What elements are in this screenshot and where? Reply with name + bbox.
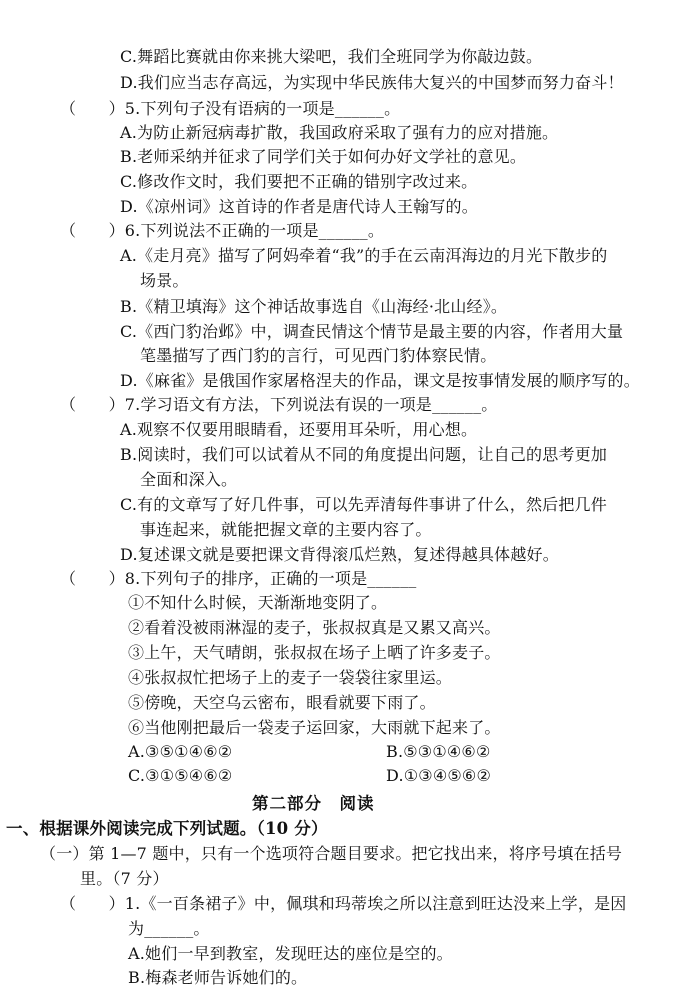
text-line-q4c: C.舞蹈比赛就由你来挑大梁吧，我们全班同学为你敲边鼓。: [120, 47, 543, 66]
text-line-q7b1: B.阅读时，我们可以试着从不同的角度提出问题，让自己的思考更加: [120, 445, 608, 464]
text-line-q4d: D.我们应当志存高远，为实现中华民族伟大复兴的中国梦而努力奋斗！: [120, 73, 624, 92]
text-line-q8s6: ⑥当他刚把最后一袋麦子运回家，大雨就下起来了。: [128, 718, 501, 737]
text-line-q5a: A.为防止新冠病毒扩散，我国政府采取了强有力的应对措施。: [120, 123, 559, 142]
text-line-q8s4: ④张叔叔忙把场子上的麦子一袋袋往家里运。: [128, 668, 453, 687]
text-line-r1cb: B.梅森老师告诉她们的。: [128, 968, 308, 987]
text-line-q8a: A.③⑤①④⑥②: [128, 742, 233, 761]
text-line-q7b2: 全面和深入。: [140, 470, 238, 489]
text-line-sub1b: 里。（7 分）: [80, 869, 169, 888]
text-line-q8s3: ③上午，天气晴朗，张叔叔在场子上晒了许多麦子。: [128, 643, 501, 662]
text-line-q7: （ ）7.学习语文有方法，下列说法有误的一项是______。: [60, 395, 498, 414]
text-line-q5c: C.修改作文时，我们要把不正确的错别字改过来。: [120, 172, 478, 191]
text-line-q6d: D.《麻雀》是俄国作家屠格涅夫的作品，课文是按事情发展的顺序写的。: [120, 371, 640, 390]
text-line-sec1: 一、根据课外阅读完成下列试题。（10 分）: [6, 819, 328, 838]
text-line-q6b: B.《精卫填海》这个神话故事选自《山海经·北山经》。: [120, 297, 508, 316]
text-line-r1a: （ ）1.《一百条裙子》中，佩琪和玛蒂埃之所以注意到旺达没来上学，是因: [60, 894, 627, 913]
text-line-sub1a: （一）第 1—7 题中，只有一个选项符合题目要求。把它找出来，将序号填在括号: [40, 844, 623, 863]
text-line-q6a2: 场景。: [140, 271, 189, 290]
text-line-q5b: B.老师采纳并征求了同学们关于如何办好文学社的意见。: [120, 147, 527, 166]
text-line-r1ca: A.她们一早到教室，发现旺达的座位是空的。: [128, 944, 453, 963]
text-line-q6c1: C.《西门豹治邺》中，调查民情这个情节是最主要的内容，作者用大量: [120, 322, 624, 341]
text-line-r1b: 为______。: [128, 919, 210, 938]
text-line-q8s1: ①不知什么时候，天渐渐地变阴了。: [128, 593, 388, 612]
text-line-q6a1: A.《走月亮》描写了阿妈牵着“我”的手在云南洱海边的月光下散步的: [120, 246, 608, 265]
text-line-q7c2: 事连起来，就能把握文章的主要内容了。: [140, 520, 432, 539]
text-line-q7d: D.复述课文就是要把课文背得滚瓜烂熟，复述得越具体越好。: [120, 545, 559, 564]
text-line-q8s5: ⑤傍晚，天空乌云密布，眼看就要下雨了。: [128, 693, 436, 712]
text-line-q5: （ ）5.下列句子没有语病的一项是______。: [60, 99, 401, 118]
text-line-q5d: D.《凉州词》这首诗的作者是唐代诗人王翰写的。: [120, 197, 478, 216]
text-line-q7c1: C.有的文章写了好几件事，可以先弄清每件事讲了什么，然后把几件: [120, 495, 607, 514]
text-line-q7a: A.观察不仅要用眼睛看，还要用耳朵听，用心想。: [120, 420, 478, 439]
text-line-q6: （ ）6.下列说法不正确的一项是______。: [60, 221, 385, 240]
text-line-q8d: D.①③④⑤⑥②: [386, 766, 492, 785]
text-line-q6c2: 笔墨描写了西门豹的言行，可见西门豹体察民情。: [140, 346, 497, 365]
text-line-q8s2: ②看着没被雨淋湿的麦子，张叔叔真是又累又高兴。: [128, 618, 501, 637]
text-line-q8c: C.③①⑤④⑥②: [128, 766, 233, 785]
text-line-q8b: B.⑤③①④⑥②: [386, 742, 491, 761]
text-line-part2: 第二部分 阅读: [252, 794, 375, 813]
text-line-q8: （ ）8.下列句子的排序，正确的一项是______: [60, 569, 417, 588]
